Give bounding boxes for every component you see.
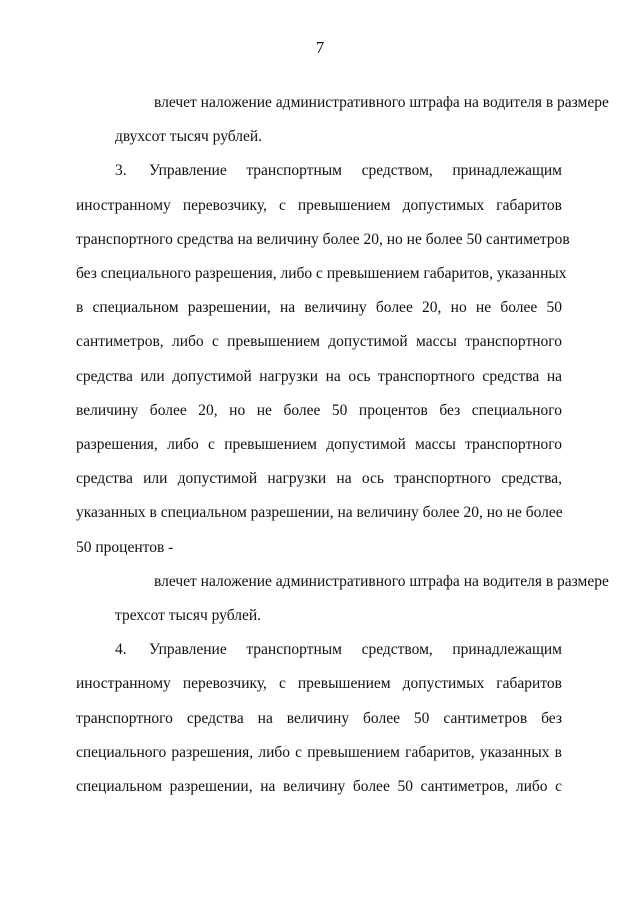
text-line: указанных в специальном разрешении, на величину более 20, но не более xyxy=(76,504,563,522)
word: принадлежащим xyxy=(452,162,562,180)
text-line: транспортного средства на величину более 20, но не более 50 сантиметров xyxy=(76,230,570,248)
word: средством, xyxy=(361,162,433,180)
text-line xyxy=(76,154,562,188)
text-line: иностранному перевозчику, с превышением допустимых габаритов xyxy=(76,675,562,693)
word: принадлежащим xyxy=(452,641,562,659)
text-line: транспортного средства на величину более 50 сантиметров без xyxy=(76,709,562,727)
paragraph-item-4 xyxy=(76,633,562,804)
item-number-4-wrap xyxy=(76,633,227,667)
text-line: специальном разрешении, на величину более 50 сантиметров, либо с xyxy=(76,778,562,796)
paragraph-fine-200k xyxy=(76,86,609,154)
text-line: разрешения, либо с превышением допустимой массы транспортного xyxy=(76,436,562,454)
text-line: специального разрешения, либо с превышением габаритов, указанных в xyxy=(76,743,562,761)
item-number: 4. xyxy=(115,641,127,659)
word: средством, xyxy=(361,641,433,659)
item-number-3-wrap xyxy=(76,154,227,188)
text-line xyxy=(76,633,562,667)
text-line: двухсот тысяч рублей. xyxy=(115,128,263,146)
text-line: сантиметров, либо с превышением допустимой массы транспортного xyxy=(76,333,562,351)
word: транспортным xyxy=(246,162,342,180)
text-line: средства или допустимой нагрузки на ось транспортного средства на xyxy=(76,367,562,385)
text-line: влечет наложение административного штрафа на водителя в размере xyxy=(154,572,609,590)
item-number: 3. xyxy=(115,162,127,180)
text-line: величину более 20, но не более 50 процентов без специального xyxy=(76,401,562,419)
text-line: в специальном разрешении, на величину более 20, но не более 50 xyxy=(76,299,562,317)
word: Управление xyxy=(149,641,227,659)
document-body xyxy=(76,86,609,804)
text-line: средства или допустимой нагрузки на ось транспортного средства, xyxy=(76,470,562,488)
paragraph-fine-300k xyxy=(76,565,609,633)
text-line: трехсот тысяч рублей. xyxy=(115,607,262,625)
text-line: иностранному перевозчику, с превышением допустимых габаритов xyxy=(76,196,562,214)
word: Управление xyxy=(149,162,227,180)
word: транспортным xyxy=(246,641,342,659)
page-number: 7 xyxy=(315,38,325,57)
text-line: без специального разрешения, либо с превышением габаритов, указанных xyxy=(76,265,567,283)
text-line: 50 процентов - xyxy=(76,538,174,556)
text-line: влечет наложение административного штрафа на водителя в размере xyxy=(154,94,609,111)
paragraph-item-3 xyxy=(76,154,570,564)
